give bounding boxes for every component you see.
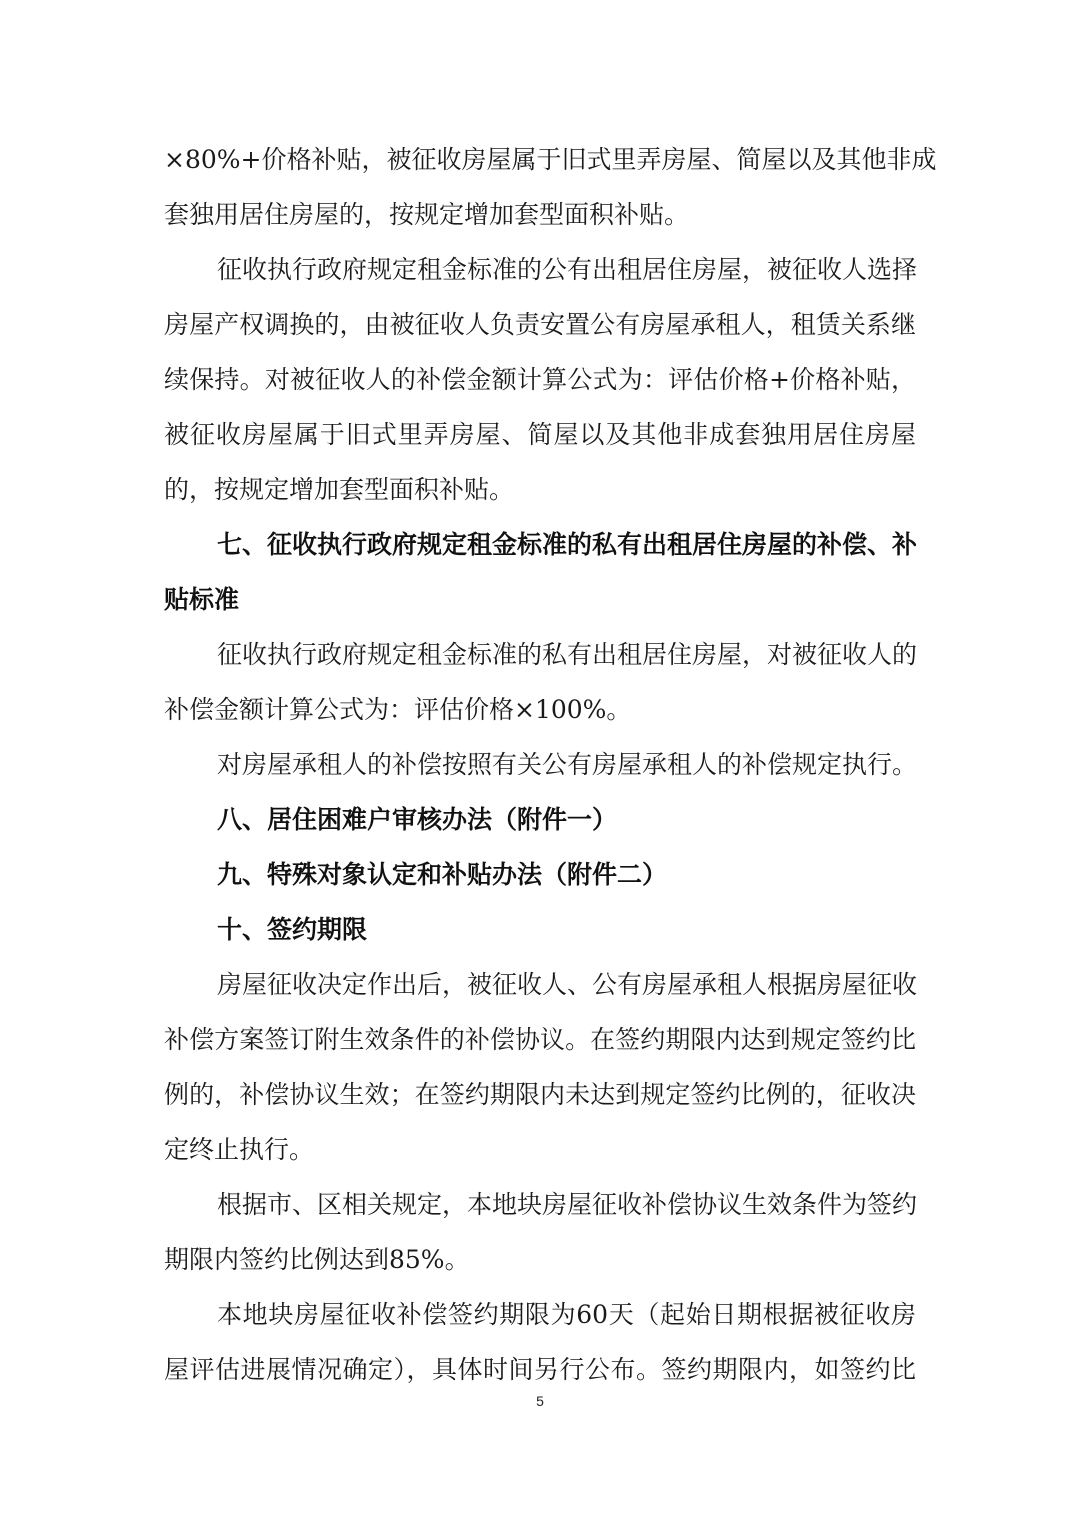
body-text-line: 例的，补偿协议生效；在签约期限内未达到规定签约比例的，征收决 [164,1080,916,1109]
section-heading-7-cont: 贴标准 [164,585,240,614]
body-text-line: 的，按规定增加套型面积补贴。 [164,475,515,504]
section-heading-9: 九、特殊对象认定和补贴办法（附件二） [217,860,668,889]
section-heading-7: 七、征收执行政府规定租金标准的私有出租居住房屋的补偿、补 [217,530,918,559]
body-text-line: 套独用居住房屋的，按规定增加套型面积补贴。 [164,200,690,229]
body-text-line: 续保持。对被征收人的补偿金额计算公式为：评估价格+价格补贴， [164,365,916,394]
body-text-line: 根据市、区相关规定，本地块房屋征收补偿协议生效条件为签约 [217,1190,918,1219]
body-text-line: 被征收房屋属于旧式里弄房屋、简屋以及其他非成套独用居住房屋 [164,420,916,449]
body-text-line: 补偿方案签订附生效条件的补偿协议。在签约期限内达到规定签约比 [164,1025,916,1054]
document-body [164,132,937,1397]
body-text-line: 房屋产权调换的，由被征收人负责安置公有房屋承租人，租赁关系继 [164,310,916,339]
body-text-line: 房屋征收决定作出后，被征收人、公有房屋承租人根据房屋征收 [217,970,918,999]
body-text-line: 期限内签约比例达到85%。 [164,1245,470,1274]
body-text-line: 本地块房屋征收补偿签约期限为60天（起始日期根据被征收房 [217,1300,916,1329]
body-text-line: 征收执行政府规定租金标准的公有出租居住房屋，被征收人选择 [217,255,918,284]
body-text-line: ×80%+价格补贴，被征收房屋属于旧式里弄房屋、简屋以及其他非成 [164,145,937,174]
body-text-line: 补偿金额计算公式为：评估价格×100%。 [164,695,632,724]
page-number: 5 [536,1393,544,1409]
body-text-line: 对房屋承租人的补偿按照有关公有房屋承租人的补偿规定执行。 [217,750,918,779]
body-text-line: 定终止执行。 [164,1135,315,1164]
body-text-line: 屋评估进展情况确定），具体时间另行公布。签约期限内，如签约比 [164,1355,916,1384]
section-heading-8: 八、居住困难户审核办法（附件一） [217,805,618,834]
section-heading-10: 十、签约期限 [217,915,368,944]
body-text-line: 征收执行政府规定租金标准的私有出租居住房屋，对被征收人的 [217,640,918,669]
